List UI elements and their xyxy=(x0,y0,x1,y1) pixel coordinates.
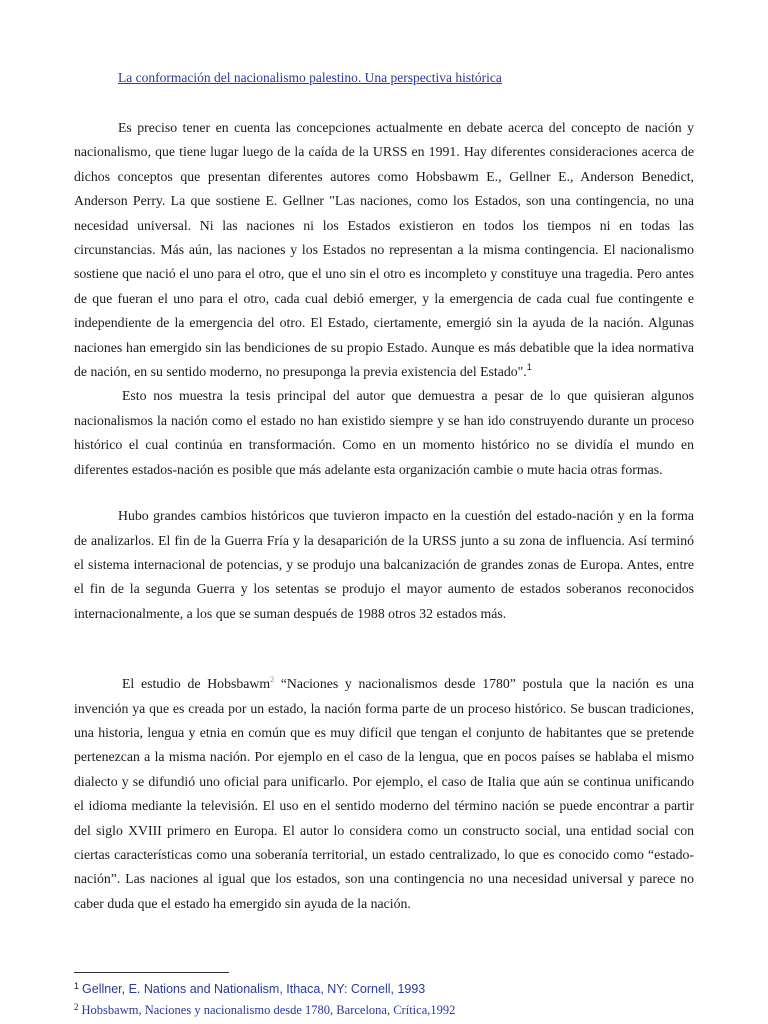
paragraph-1 xyxy=(74,116,694,384)
footnote-1-text[interactable]: Gellner, E. Nations and Nationalism, Ithaca, NY: Cornell, 1993 xyxy=(82,982,426,996)
document-body xyxy=(74,66,694,916)
footnote-1 xyxy=(74,977,694,998)
footnote-separator xyxy=(74,972,229,973)
footnote-ref-1[interactable]: 1 xyxy=(526,362,532,373)
paragraph-2 xyxy=(74,384,694,482)
footnote-1-number: 1 xyxy=(74,981,80,991)
footnotes xyxy=(74,972,694,1019)
footnote-2 xyxy=(74,998,694,1019)
footnote-ref-2[interactable]: 2 xyxy=(270,675,275,685)
paragraph-3-text: Hubo grandes cambios históricos que tuvieron impacto en la cuestión del estado-nación y en la forma de analizarlos. El fin de la Guerra Fría y la desaparición de la URSS junto a su zona de influencia. Así terminó el sistema internacional de potencias, y se produjo una balcanización de grandes zonas de Europa. Antes, entre el fin de la segunda Guerra y los setentas se produjo el mayor aumento de estados soberanos reconocidos internacionalmente, a los que se suman después de 1988 otros 32 estados más. xyxy=(74,508,694,621)
paragraph-3 xyxy=(74,504,694,626)
footnote-2-text[interactable]: Hobsbawm, Naciones y nacionalismo desde 1780, Barcelona, Crítica,1992 xyxy=(81,1003,456,1017)
paragraph-4 xyxy=(74,672,694,916)
document-title[interactable]: La conformación del nacionalismo palestino. Una perspectiva histórica xyxy=(118,70,502,85)
paragraph-1-text: Es preciso tener en cuenta las concepciones actualmente en debate acerca del concepto de nación y nacionalismo, que tiene lugar luego de la caída de la URSS en 1991. Hay diferentes consideraciones acerca de dichos conceptos que presentan diferentes autores como Hobsbawm E., Gellner E., Anderson Benedict, Anderson Perry. La que sostiene E. Gellner "Las naciones, como los Estados, son una contingencia, no una necesidad universal. Ni las naciones ni los Estados existieron en todos los tiempos ni en todas las circunstancias. Más aún, las naciones y los Estados no representan a la misma contingencia. El nacionalismo sostiene que nació el uno para el otro, que el uno sin el otro es incompleto y constituye una tragedia. Pero antes de que fueran el uno para el otro, cada cual debió emerger, y la emergencia de cada cual fue contingente e independiente de la emergencia del otro. El Estado, ciertamente, emergió sin la ayuda de la nación. Algunas naciones han emergido sin las bendiciones de su propio Estado. Aunque es más debatible que la idea normativa de nación, en su sentido moderno, no presuponga la previa existencia del Estado". xyxy=(74,120,694,380)
paragraph-2-text: Esto nos muestra la tesis principal del autor que demuestra a pesar de lo que quisieran algunos nacionalismos la nación como el estado no han existido siempre y se han ido construyendo durante un proceso histórico el cual continúa en transformación. Como en un momento histórico no se dividía el mundo en diferentes estados-nación es posible que más adelante esta organización cambie o mute hacia otras formas. xyxy=(74,388,694,477)
footnote-2-number: 2 xyxy=(74,1002,79,1012)
paragraph-4-text-before: El estudio de Hobsbawm xyxy=(122,676,271,692)
paragraph-4-text-after: “Naciones y nacionalismos desde 1780” postula que la nación es una invención ya que es creada por un estado, la nación forma parte de un proceso histórico. Se buscan tradiciones, una historia, lengua y etnia en común que es muy difícil que tengan el conjunto de habitantes que se pretende pertenezcan a la misma nación. Por ejemplo en el caso de la lengua, que en pocos países se hablaba el mismo dialecto y se difundió uno oficial para unificarlo. Por ejemplo, el caso de Italia que aún se continua unificando el idioma mediante la televisión. El uso en el sentido moderno del término nación se puede encontrar a partir del siglo XVIII primero en Europa. El autor lo considera como un constructo social, una entidad social con ciertas características como una soberanía territorial, un estado centralizado, lo que es conocido como “estado-nación”. Las naciones al igual que los estados, son una contingencia no una necesidad universal y parece no caber duda que el estado ha emergido sin ayuda de la nación. xyxy=(74,676,694,911)
